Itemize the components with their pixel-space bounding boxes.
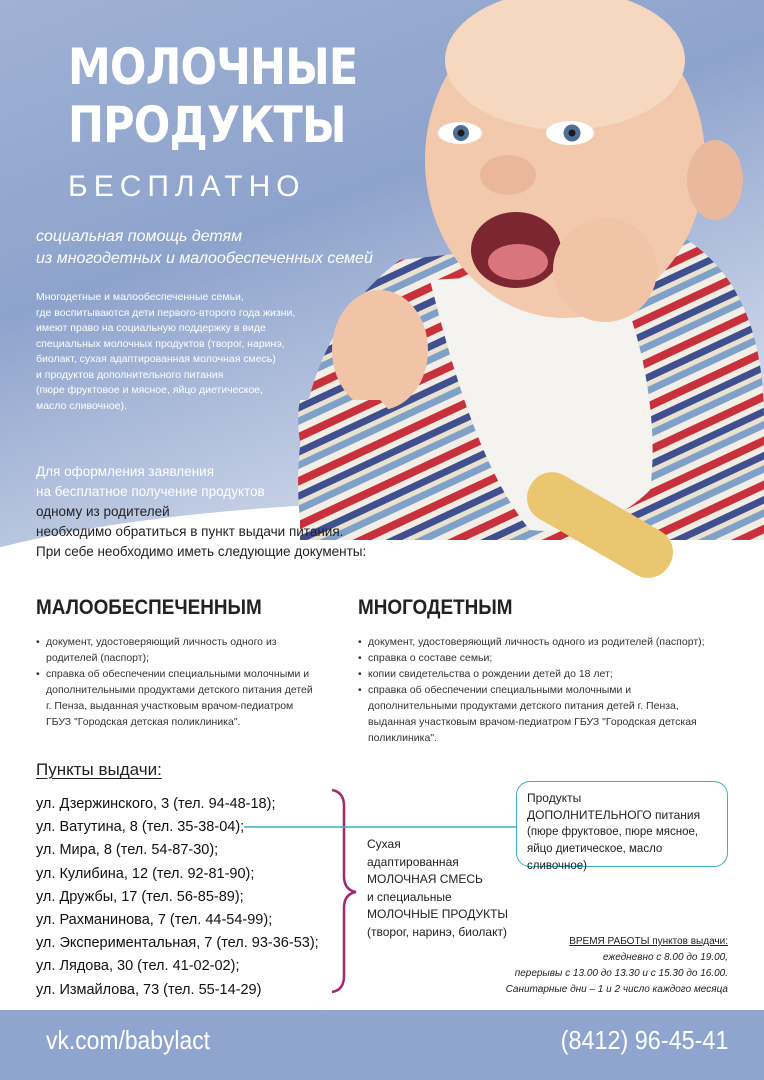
instructions-line: При себе необходимо иметь следующие документы: (36, 544, 367, 559)
title-line-3: БЕСПЛАТНО (68, 170, 306, 203)
point-item: ул. Лядова, 30 (тел. 41-02-02); (36, 958, 240, 975)
hours-title: ВРЕМЯ РАБОТЫ пунктов выдачи: (569, 936, 728, 947)
intro-line: биолакт, сухая адаптированная молочная смесь) (36, 353, 276, 365)
list-item: • справка об обеспечении специальными молочными и дополнительными продуктами детского питания детей г. Пенза, выданная участковым врачом-педиатром ГБУЗ "Городская детская поликлиника". (36, 666, 316, 730)
intro-line: и продуктов дополнительного питания (36, 368, 224, 381)
list-item: • справка о составе семьи; (358, 650, 713, 666)
phone-number: (8412) 96-45-41 (560, 1025, 728, 1055)
subtitle-line-1: социальная помощь детям (36, 228, 243, 245)
milk-products-description (367, 836, 527, 941)
milk-line: МОЛОЧНАЯ СМЕСЬ (367, 872, 483, 886)
milk-line: и специальные (367, 889, 452, 904)
point-item: ул. Дзержинского, 3 (тел. 94-48-18); (36, 796, 276, 812)
point-item: ул. Измайлова, 73 (тел. 55-14-29) (36, 981, 262, 998)
extra-products-line-1: Продукты (527, 791, 582, 805)
intro-line: Многодетные и малообеспеченные семьи, (36, 291, 244, 303)
hours-line-3: Санитарные дни – 1 и 2 число каждого месяца (505, 984, 728, 995)
large-family-list (358, 634, 713, 746)
intro-line: где воспитываются дети первого-второго года жизни, (36, 306, 296, 319)
point-item: ул. Ватутина, 8 (тел. 35-38-04); (36, 819, 245, 836)
vk-link[interactable]: vk.com/babylact (46, 1025, 211, 1055)
intro-line: масло сливочное). (36, 399, 127, 412)
milk-line: адаптированная (367, 854, 459, 869)
extra-products-line-2: ДОПОЛНИТЕЛЬНОГО питания (527, 808, 701, 822)
hours-line-2: перерывы с 13.00 до 13.30 и с 15.30 до 16.00. (514, 968, 728, 979)
title-line-1: МОЛОЧНЫЕ (68, 38, 358, 96)
list-item: • документ, удостоверяющий личность одного из родителей (паспорт); (358, 634, 713, 650)
list-item: • документ, удостоверяющий личность одного из родителей (паспорт); (36, 634, 316, 666)
point-item: ул. Кулибина, 12 (тел. 92-81-90); (36, 865, 255, 882)
instructions-line: Для оформления заявления (36, 464, 214, 479)
list-item: • копии свидетельства о рождении детей до 18 лет; (358, 666, 713, 682)
point-item: ул. Рахманинова, 7 (тел. 44-54-99); (36, 912, 273, 929)
working-hours (470, 934, 728, 998)
list-item: • справка об обеспечении специальными молочными и дополнительными продуктами детского питания детей г. Пенза, выданная участковым врачом-педиатром ГБУЗ "Городская детская поликлиника". (358, 682, 713, 746)
low-income-list (36, 634, 316, 730)
subtitle (36, 226, 396, 270)
point-item: ул. Экспериментальная, 7 (тел. 93-36-53); (36, 935, 319, 952)
instructions-line: необходимо обратиться в пункт выдачи питания. (36, 524, 344, 539)
milk-line: Сухая (367, 837, 401, 851)
milk-line: МОЛОЧНЫЕ ПРОДУКТЫ (367, 907, 509, 921)
intro-paragraph (36, 290, 326, 414)
extra-products-line-3: (пюре фруктовое, пюре мясное, (527, 826, 699, 838)
large-family-title: МНОГОДЕТНЫМ (358, 596, 513, 619)
instructions-paragraph (36, 462, 416, 562)
title-line-2: ПРОДУКТЫ (68, 96, 346, 154)
low-income-title: МАЛООБЕСПЕЧЕННЫМ (36, 596, 262, 619)
milk-line: (творог, наринэ, биолакт) (367, 924, 507, 939)
subtitle-line-2: из многодетных и малообеспеченных семей (36, 250, 373, 267)
intro-line: имеют право на социальную поддержку в виде (36, 322, 266, 334)
points-title: Пункты выдачи: (36, 760, 162, 779)
intro-line: (пюре фруктовое и мясное, яйцо диетическое, (36, 384, 264, 396)
instructions-line: на бесплатное получение продуктов (36, 484, 265, 499)
intro-line: специальных молочных продуктов (творог, наринэ, (36, 337, 285, 350)
point-item: ул. Мира, 8 (тел. 54-87-30); (36, 842, 219, 859)
instructions-line: одному из родителей (36, 504, 170, 519)
points-list (36, 793, 319, 1002)
extra-products-line-4: яйцо диетическое, масло сливочное) (527, 843, 663, 872)
point-item: ул. Дружбы, 17 (тел. 56-85-89); (36, 888, 244, 905)
hours-line-1: ежедневно с 8.00 до 19.00, (602, 952, 728, 963)
extra-products-box (516, 781, 728, 872)
